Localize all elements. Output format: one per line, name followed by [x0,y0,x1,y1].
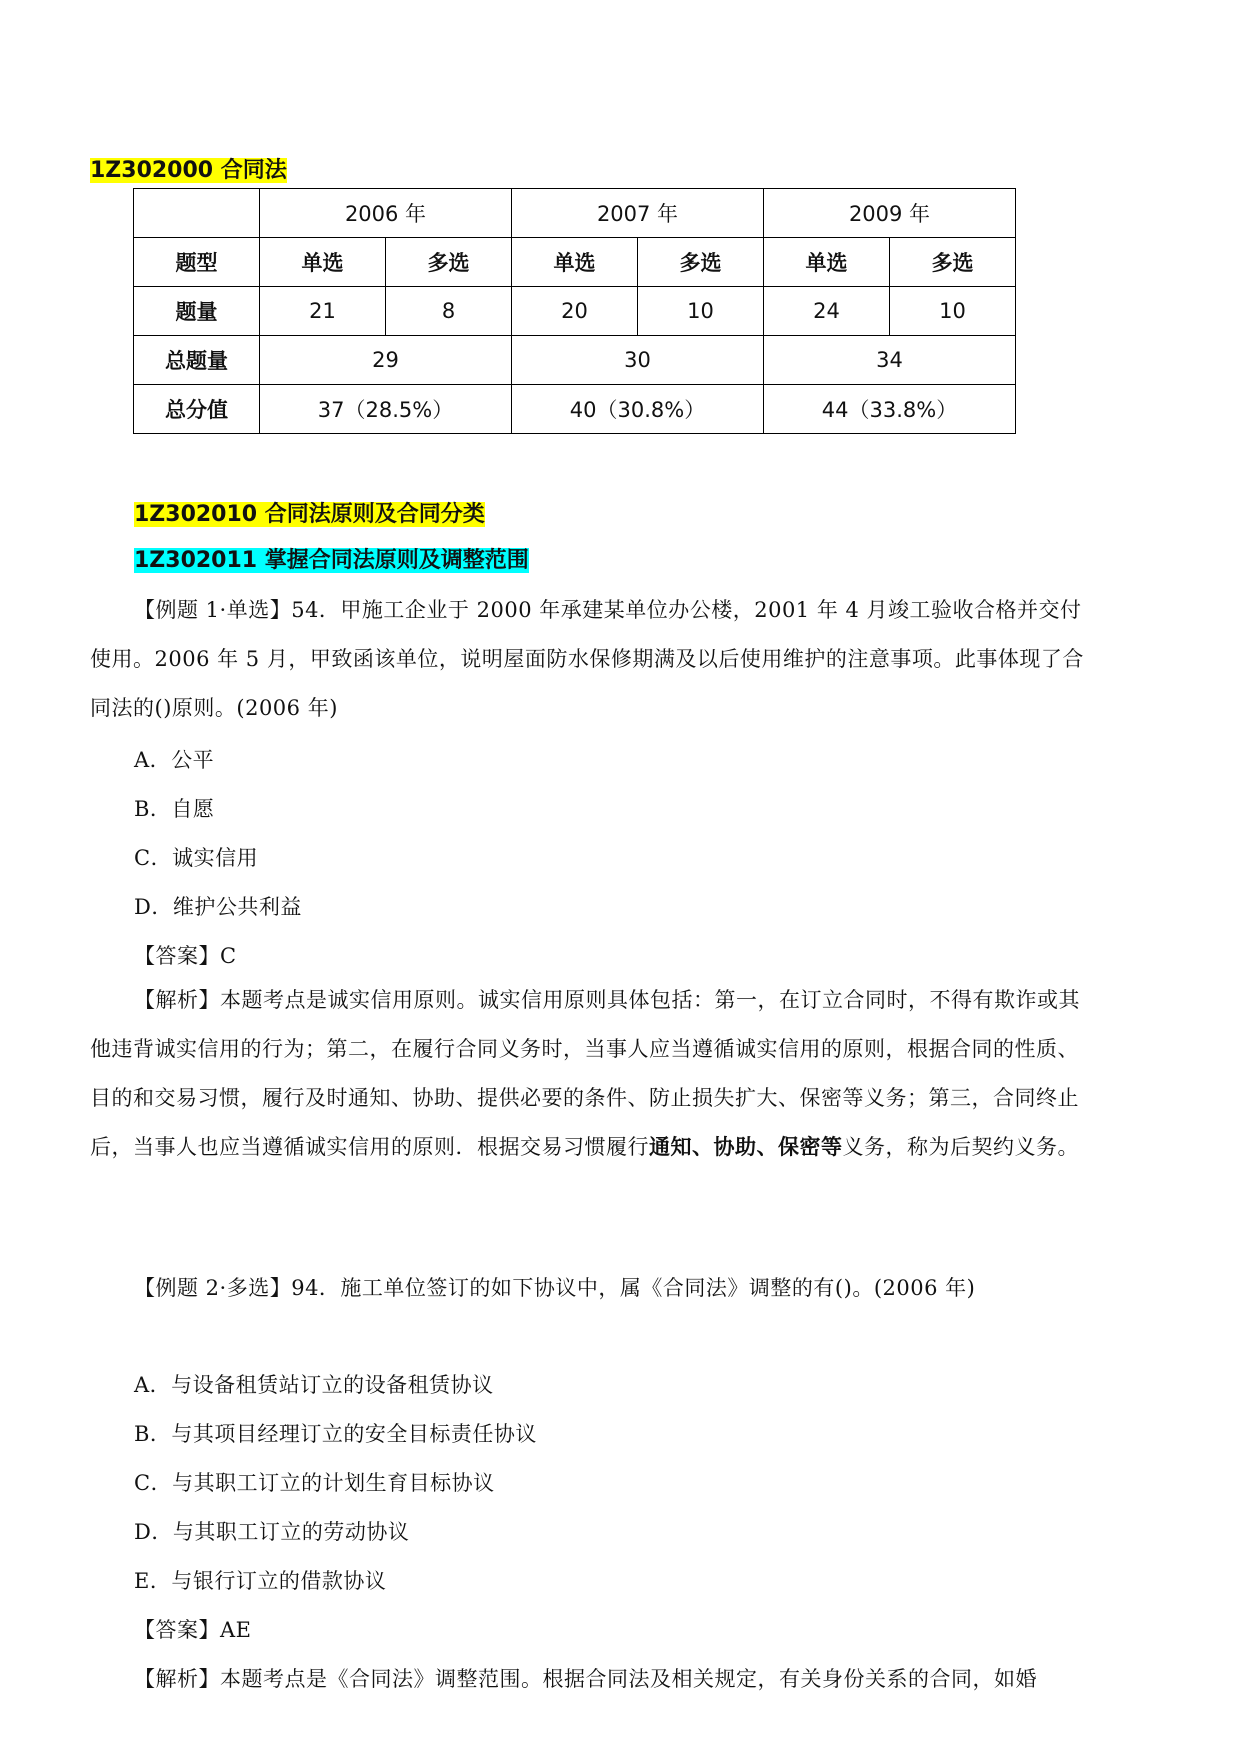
q1-stem [90,586,1100,733]
count-cell: 8 [386,287,512,336]
table-row [134,287,1016,336]
q1-option: D．维护公共利益 [134,895,302,919]
exam-stats-table [133,188,1016,434]
row-label-score: 总分值 [134,385,260,434]
q2-option: B．与其项目经理订立的安全目标责任协议 [134,1422,537,1446]
table-row [134,385,1016,434]
type-cell: 多选 [386,238,512,287]
q1-analysis-bold: 通知、协助、保密等 [649,1135,843,1159]
q1-stem-text: 【例题 1·单选】54．甲施工企业于 2000 年承建某单位办公楼，2001 年 4 月竣工验收合格并交付使用。2006 年 5 月，甲致函该单位，说明屋面防水保修期满及以后使用维护的注意事项。此事体现了合同法的()原则。(2006 年) [90,598,1084,720]
table-row [134,189,1016,238]
q1-option: B．自愿 [134,797,215,821]
total-cell: 34 [764,336,1016,385]
q2-answer: 【答案】AE [134,1618,252,1642]
count-cell: 21 [260,287,386,336]
table-corner-cell [134,189,260,238]
score-cell: 37（28.5%） [260,385,512,434]
year-header: 2007 年 [512,189,764,238]
q1-analysis-post: 义务，称为后契约义务。 [842,1135,1079,1159]
total-cell: 29 [260,336,512,385]
q2-option: E．与银行订立的借款协议 [134,1569,387,1593]
q1-option: A．公平 [134,748,215,772]
year-header: 2009 年 [764,189,1016,238]
type-cell: 单选 [764,238,890,287]
subsubsection-title [134,548,529,574]
count-cell: 10 [638,287,764,336]
q2-option: C．与其职工订立的计划生育目标协议 [134,1471,495,1495]
count-cell: 24 [764,287,890,336]
subsection-title [134,502,485,528]
q1-analysis [90,976,1100,1172]
row-label-count: 题量 [134,287,260,336]
table-row [134,336,1016,385]
section-title-text: 1Z302000 合同法 [90,158,287,183]
score-cell: 44（33.8%） [764,385,1016,434]
type-cell: 多选 [638,238,764,287]
type-cell: 多选 [890,238,1016,287]
type-cell: 单选 [512,238,638,287]
count-cell: 10 [890,287,1016,336]
table-row [134,238,1016,287]
q2-stem: 【例题 2·多选】94．施工单位签订的如下协议中，属《合同法》调整的有()。(2006 年) [134,1276,976,1300]
q1-analysis-pre: 【解析】本题考点是诚实信用原则。诚实信用原则具体包括：第一，在订立合同时，不得有欺诈或其他违背诚实信用的行为；第二，在履行合同义务时，当事人应当遵循诚实信用的原则，根据合同的性质、目的和交易习惯，履行及时通知、协助、提供必要的条件、防止损失扩大、保密等义务；第三，合同终止后，当事人也应当遵循诚实信用的原则．根据交易习惯履行 [90,988,1080,1159]
subsection-title-text: 1Z302010 合同法原则及合同分类 [134,502,485,527]
row-label-total: 总题量 [134,336,260,385]
total-cell: 30 [512,336,764,385]
section-title [90,158,287,184]
type-cell: 单选 [260,238,386,287]
subsubsection-title-text: 1Z302011 掌握合同法原则及调整范围 [134,548,529,573]
q1-answer: 【答案】C [134,944,237,968]
year-header: 2006 年 [260,189,512,238]
q2-analysis: 【解析】本题考点是《合同法》调整范围。根据合同法及相关规定，有关身份关系的合同，如婚 [134,1667,1037,1691]
count-cell: 20 [512,287,638,336]
q1-option: C．诚实信用 [134,846,259,870]
row-label-type: 题型 [134,238,260,287]
score-cell: 40（30.8%） [512,385,764,434]
q2-option: A．与设备租赁站订立的设备租赁协议 [134,1373,494,1397]
q2-option: D．与其职工订立的劳动协议 [134,1520,410,1544]
